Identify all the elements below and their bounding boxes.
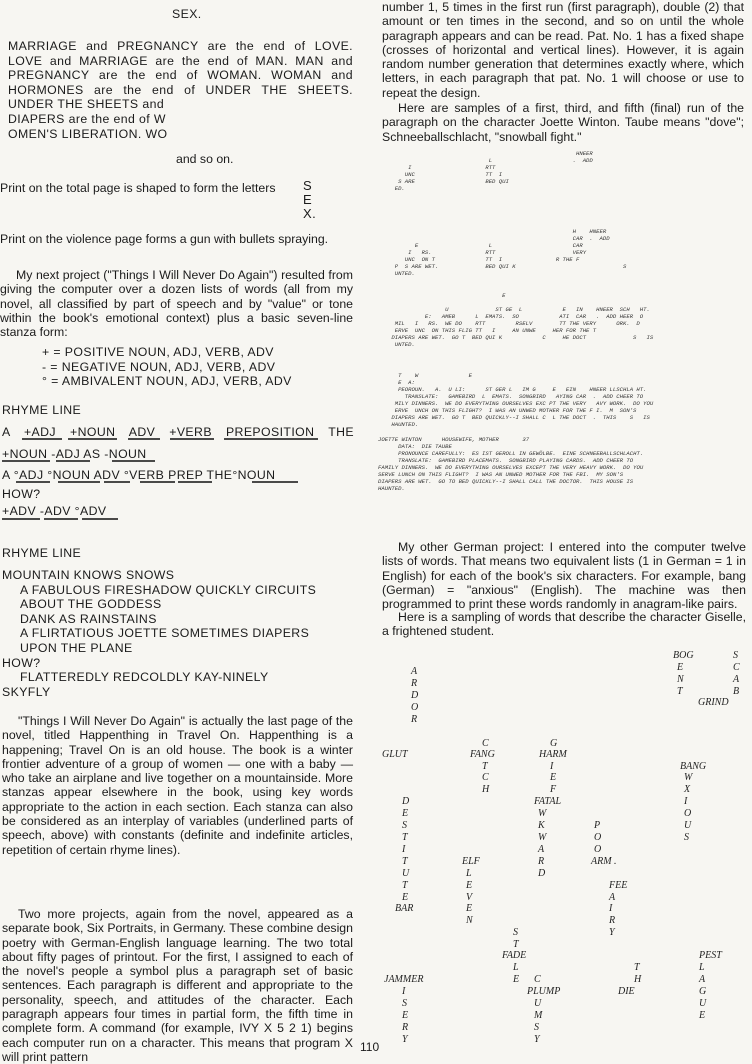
letter-e: E — [303, 192, 313, 207]
example-line: FLATTEREDLY REDCOLDLY KAY-NINELY — [20, 670, 269, 685]
anagram-word: W — [538, 808, 547, 819]
anagram-word: FEE — [609, 880, 628, 891]
anagram-word: L — [466, 868, 472, 879]
anagram-word: I — [402, 986, 406, 997]
anagram-word: E — [513, 974, 520, 985]
printout-run-3: E U ST GE L E IN HNEER SCH HT. E: AMEB L EMATS. SO ATI CAR . ADD HEER O MIL I RS. WE DO RTT RSELV TT THE VERY ORK. D ERVE UNC ON THIS FLIG TT I AN UNWE HER FOR THE T DIAPERS ARE WET. GO T BED QUI K C HE DOCT S IS UNTED. — [391, 292, 654, 348]
anagram-word: C — [482, 738, 489, 749]
anagram-word: D — [411, 690, 419, 701]
poem-line: HORMONES are the end of UNDER THE SHEETS. — [8, 82, 353, 97]
anagram-word: H — [482, 784, 490, 795]
two-projects-paragraph: Two more projects, again from the novel, appeared as a separate book, Six Portraits, in Germany. These combine design poetry with German-English language learning. The two total about fifty pages of printout. For the first, I assigned to each of the novel's people a symbol plus a paragraph set of basic sentences. Each paragraph is different and appropriate to the personality, speech, and attitudes of the character. Each paragraph appears four times in partial form, the fifth time in complete form. A command (for example, IVY X 5 2 1) begins each computer run on a character. This means that program X will print pattern — [2, 907, 353, 1064]
legend-positive: + = POSITIVE NOUN, ADJ, VERB, ADV — [42, 345, 274, 359]
anagram-word: HARM — [539, 749, 567, 760]
anagram-word: E — [699, 1010, 706, 1021]
example-line: ABOUT THE GODDESS — [20, 597, 162, 612]
and-so-on: and so on. — [176, 152, 234, 166]
anagram-word: E — [402, 1010, 409, 1021]
printout-run-4: T W E E A: PEOROUN. A. U LI: ST GER L IM G E EIN HNEER LLSCHLA HT. TRANSLATE: GAMEBIRD L EMATS. SONGBIRD AYING CAR . ADD CHEER TO MILY DINNERS. WE DO EVERYTHING OURSELVES EXC PT THE VERY AVY WORK. DO YOU ERVE UNCH ON THIS FLIGHT? I WAS AN UNWED MOTHER FOR THE F I. M SON'S DIAPERS ARE WET. GO T BED QUICKLY--I SHALL C L THE DOCT . THIS S IS HAUNTED. — [391, 372, 654, 428]
anagram-word: E — [677, 662, 684, 673]
anagram-word: A — [411, 666, 418, 677]
anagram-word: PLUMP — [527, 986, 561, 997]
legend-ambivalent: ° = AMBIVALENT NOUN, ADJ, VERB, ADV — [42, 374, 292, 389]
anagram-word: I — [684, 796, 688, 807]
legend-negative: - = NEGATIVE NOUN, ADJ, VERB, ADV — [42, 359, 276, 374]
example-line: DANK AS RAINSTAINS — [20, 611, 157, 626]
letter-x: X. — [303, 206, 317, 221]
anagram-word: N — [677, 674, 684, 685]
sex-poem — [8, 39, 353, 141]
pattern-paragraph: number 1, 5 times in the first run (first paragraph), double (2) that amount or ten times in the second, and so on until the whole paragraph appears and can be read. Pat. No. 1 has a fixed shape (crosses of horizontal and vertical lines). However, it is again random number generation that determines exactly where, which letters, in each paragraph that pat. No. 1 will choose or use to repeat the design. — [382, 0, 744, 100]
samples-paragraph: Here are samples of a first, third, and fifth (final) run of the paragraph on the character Joette Winton. Taube means "dove"; Schneeballschlacht, "snowball fight." — [382, 101, 744, 144]
template-underlines — [0, 430, 355, 525]
example-line: MOUNTAIN KNOWS SNOWS — [2, 568, 175, 582]
anagram-word: L — [513, 962, 519, 973]
anagram-word: R — [538, 856, 545, 867]
anagram-word: R — [402, 1022, 409, 1033]
letter-s: S — [303, 178, 313, 193]
anagram-word: FADE — [502, 950, 527, 961]
stanza-example — [2, 568, 354, 699]
things-paragraph: "Things I Will Never Do Again" is actually the last page of the novel, titled Happenthing in Travel On. Happenthing is a happening; Travel On is an old house. The book is a winter frontier adventure of a group of women — one with a baby — who take an airplane and live together on a mountainside. More stanzas appear elsewhere in the book, using key words appropriate to the action in each section. Each stanza can also be considered as an interplay of variables (underlined parts of speech, above) with constants (definite and indefinite articles, repetition of certain rhyme lines). — [2, 714, 353, 857]
anagram-word: E — [466, 903, 473, 914]
anagram-word: D — [538, 868, 546, 879]
anagram-word: W — [538, 832, 547, 843]
anagram-word: F — [550, 784, 557, 795]
anagram-word: O — [594, 844, 602, 855]
anagram-word: T — [634, 962, 640, 973]
anagram-word: O — [594, 832, 602, 843]
anagram-word: T — [402, 856, 408, 867]
anagram-word: S — [534, 1022, 539, 1033]
poem-line: UNDER THE SHEETS and — [8, 97, 165, 112]
anagram-word: K — [538, 820, 545, 831]
anagram-word: R — [411, 714, 418, 725]
anagram-word: W — [684, 772, 693, 783]
template-line: A +ADJ +NOUN ADV +VERB PREPOSITION THE — [2, 425, 354, 439]
anagram-word: B — [733, 686, 740, 697]
anagram-word: G — [699, 986, 707, 997]
sex-heading: SEX. — [172, 7, 202, 21]
next-project-paragraph: My next project ("Things I Will Never Do Again") resulted from giving the computer over a dozen lists of words (all from my novel, all classified by part of speech and by "value" or tone within the book's emotional context) plus a basic seven-line stanza form: — [0, 268, 353, 340]
poem-line: DIAPERS are the end of W — [8, 111, 166, 126]
anagram-word: M — [534, 1010, 543, 1021]
anagram-word: BANG — [680, 761, 707, 772]
example-line: A FLIRTATIOUS JOETTE SOMETIMES DIAPERS — [20, 626, 310, 641]
anagram-word: V — [466, 892, 473, 903]
anagram-word: I — [550, 761, 554, 772]
anagram-word: DIE — [618, 986, 635, 997]
anagram-word: BOG — [673, 650, 694, 661]
example-line: HOW? — [2, 655, 41, 670]
anagram-word: O — [684, 808, 692, 819]
anagram-word: S — [733, 650, 738, 661]
example-line: SKYFLY — [2, 684, 51, 699]
anagram-word: GLUT — [382, 749, 408, 760]
example-line: UPON THE PLANE — [20, 640, 133, 655]
anagram-word: FATAL — [534, 796, 562, 807]
value-legend — [42, 345, 292, 389]
anagram-word: R — [411, 678, 418, 689]
anagram-word: A — [538, 844, 545, 855]
anagram-word: C — [534, 974, 541, 985]
anagram-word: E — [550, 772, 557, 783]
anagram-word: Y — [609, 927, 615, 938]
anagram-word: T — [513, 939, 519, 950]
anagram-word: H — [634, 974, 642, 985]
example-line: A FABULOUS FIRESHADOW QUICKLY CIRCUITS — [20, 582, 317, 597]
shape-letters — [303, 179, 316, 221]
anagram-word: FANG — [470, 749, 495, 760]
anagram-word: ELF — [462, 856, 480, 867]
anagram-word: I — [609, 903, 613, 914]
anagram-word: U — [684, 820, 692, 831]
anagram-word: E — [402, 808, 409, 819]
anagram-word: X — [684, 784, 691, 795]
page-number: 110 — [360, 1040, 380, 1054]
print-letters-text: Print on the total page is shaped to form the letters — [0, 181, 276, 195]
anagram-word: T — [402, 832, 408, 843]
anagram-word: O — [411, 702, 419, 713]
anagram-word: L — [699, 962, 705, 973]
anagram-word: GRIND — [698, 697, 729, 708]
poem-line: MARRIAGE and PREGNANCY are the end of LOVE. — [8, 39, 353, 53]
german-project-paragraph: My other German project: I entered into the computer twelve lists of words. That means two equivalent lists (1 in German = 1 in English) for each of the book's six characters. For example, bang (German) = "anxious" (English). The machine was then programmed to print these words randomly in anagram-like pairs. — [382, 540, 746, 612]
anagram-word: U — [699, 998, 707, 1009]
anagram-word: U — [534, 998, 542, 1009]
anagram-word: A — [733, 674, 740, 685]
anagram-word: S — [402, 998, 407, 1009]
template-line: HOW? — [2, 486, 41, 501]
anagram-word: E — [402, 892, 409, 903]
anagram-word: U — [402, 868, 410, 879]
anagram-word: P — [594, 820, 601, 831]
printout-run-2: H HNEER CAR . ADD E L CAR I RS. RTT VERY UNC ON T TT I R THE F P S ARE WET. BED QUI K S UNTED. — [394, 228, 627, 277]
rhyme-line-label-2: RHYME LINE — [2, 546, 82, 560]
anagram-word: C — [733, 662, 740, 673]
violence-text: Print on the violence page forms a gun with bullets spraying. — [0, 232, 329, 246]
anagram-word: S — [402, 820, 407, 831]
poem-line: OMEN'S LIBERATION. WO — [8, 126, 168, 141]
anagram-word: Y — [402, 1034, 408, 1045]
anagram-word: C — [482, 772, 489, 783]
anagram-word: Y — [534, 1034, 540, 1045]
anagram-word: D — [402, 796, 410, 807]
anagram-word: ARM . — [591, 856, 617, 867]
giselle-paragraph: Here is a sampling of words that describe the character Giselle, a frightened student. — [382, 610, 746, 639]
anagram-word: S — [684, 832, 689, 843]
template-line: +NOUN -ADJ AS -NOUN — [2, 446, 147, 461]
anagram-word: T — [677, 686, 683, 697]
anagram-word: I — [402, 844, 406, 855]
template-line: A °ADJ °NOUN ADV °VERB PREP THE°NOUN — [2, 468, 276, 482]
rhyme-line-label: RHYME LINE — [2, 403, 82, 417]
anagram-word: BAR — [395, 903, 414, 914]
anagram-word: N — [466, 915, 473, 926]
printout-run-5: JOETTE WINTON HOUSEWIFE, MOTHER 37 DATA: DIE TAUBE PRONOUNCE CAREFULLY: ES IST GEROLL IN GEWÖLBE. EINE SCHNEEBALLSCHLACHT. TRANSLATE: GAMEBIRD PLACEMATS. SONGBIRD PLAYING CARDS. ADD CHEER TO FAMILY DINNERS. WE DO EVERYTHING OURSELVES EXCEPT THE VERY HEAVY WORK. DO YOU SERVE LUNCH ON THIS FLIGHT? I WAS AN UNWED MOTHER FOR THE FBI. MY SON'S DIAPERS ARE WET. GO TO BED QUICKLY--I SHALL CALL THE DOCTOR. THIS HOUSE IS HAUNTED. — [378, 436, 644, 492]
anagram-word: A — [699, 974, 706, 985]
anagram-word: PEST — [699, 950, 722, 961]
anagram-word: A — [609, 892, 616, 903]
anagram-word: S — [513, 927, 518, 938]
anagram-word: R — [609, 915, 616, 926]
anagram-word: E — [466, 880, 473, 891]
anagram-word: JAMMER — [384, 974, 424, 985]
poem-line: LOVE and MARRIAGE are the end of MAN. MAN and — [8, 53, 353, 68]
anagram-word: G — [550, 738, 558, 749]
anagram-word: T — [482, 761, 488, 772]
printout-run-1: HNEER L . ADD I RTT UNC TT I S ARE BED QUI ED. — [394, 150, 593, 192]
poem-line: PREGNANCY are the end of WOMAN. WOMAN and — [8, 68, 353, 83]
template-line: +ADV -ADV °ADV — [2, 503, 107, 518]
anagram-word: T — [402, 880, 408, 891]
